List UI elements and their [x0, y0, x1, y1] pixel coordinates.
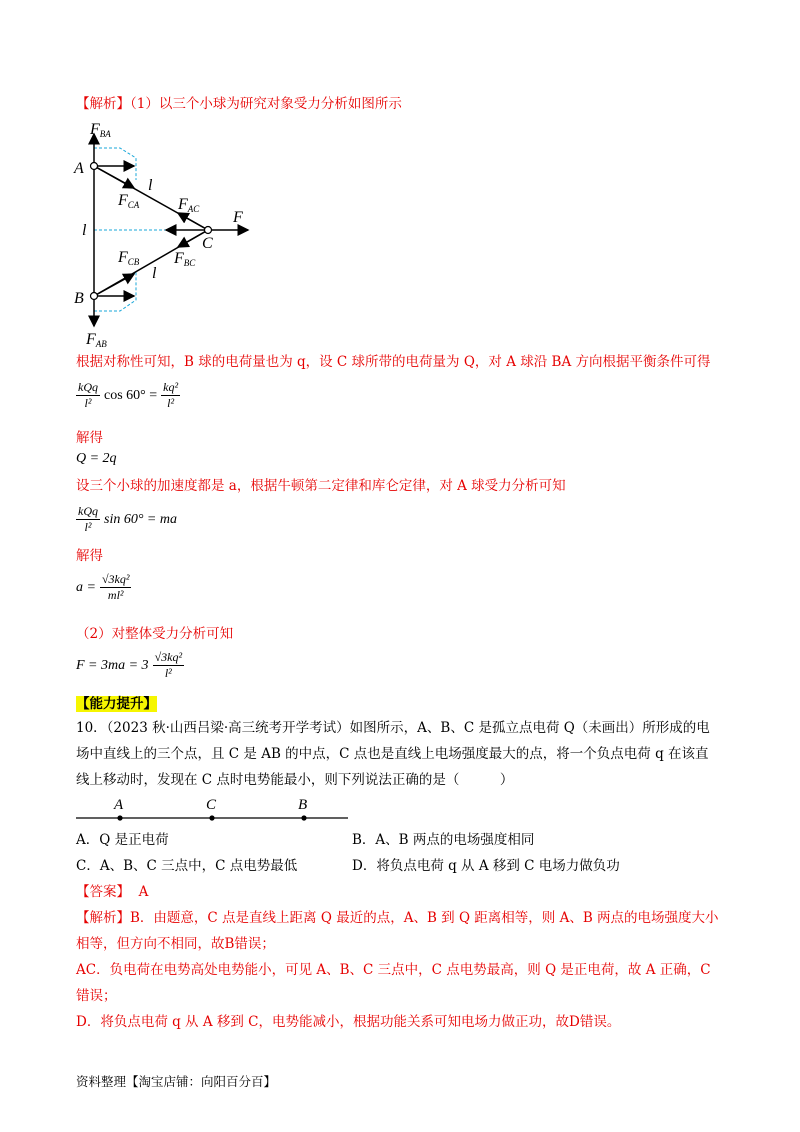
jiede-1: 解得 [76, 430, 103, 446]
label-C: C [202, 235, 213, 252]
analysis-tag: 【解析】 [76, 96, 130, 112]
point-C-label: C [206, 797, 217, 813]
q10-analysis-tag: 【解析】 [76, 910, 130, 926]
label-F-CA: FCA [118, 192, 140, 210]
label-l-mid: l [82, 222, 87, 239]
eq4-num: √3kq² [101, 572, 130, 586]
option-b: B．A、B 两点的电场强度相同 [352, 832, 535, 848]
label-F-BA: FBA [90, 121, 111, 139]
eq1-num: kQq [78, 380, 98, 394]
para-symmetry: 根据对称性可知，B 球的电荷量也为 q，设 C 球所带的电荷量为 Q，对 A 球沿 BA 方向根据平衡条件可得 [76, 354, 711, 370]
eq4-den: ml² [107, 588, 124, 602]
eq3-den: l² [84, 520, 92, 534]
q10-stem-line2: 场中直线上的三个点，且 C 是 AB 的中点，C 点也是直线上电场强度最大的点，将一个负点电荷 q 在该直 [76, 746, 709, 762]
eq1-den: l² [84, 396, 92, 410]
part-2: （2）对整体受力分析可知 [76, 626, 234, 642]
q10-stem-line1: 10．（2023 秋·山西吕梁·高三统考开学考试）如图所示，A、B、C 是孤立点电荷 Q（未画出）所形成的电 [76, 720, 710, 736]
analysis-line2: 相等，但方向不相同，故B错误； [76, 936, 275, 952]
option-c: C．A、B、C 三点中，C 点电势最低 [76, 858, 298, 874]
eq1-den2: l² [167, 396, 175, 410]
q10-line-figure [74, 794, 354, 828]
analysis-line3: AC．负电荷在电势高处电势能小，可见 A、B、C 三点中，C 点电势最高，则 Q 是正电荷，故 A 正确，C [76, 962, 711, 978]
eq5-den: l² [164, 666, 172, 680]
label-F-CB: FCB [118, 249, 140, 267]
label-F-BC: FBC [174, 250, 196, 268]
eq3-rest: sin 60° = ma [104, 511, 177, 527]
eq4-lhs: a = [76, 579, 96, 595]
equation-1 [76, 380, 180, 411]
q10-stem-line3: 线上移动时，发现在 C 点时电势能最小，则下列说法正确的是（ ） [76, 772, 514, 788]
equation-5 [76, 650, 184, 681]
answer-value: A [138, 884, 149, 900]
equation-3 [76, 504, 177, 535]
label-l-top: l [148, 177, 153, 194]
ability-tag: 【能力提升】 [76, 696, 157, 712]
equation-2: Q = 2q [76, 451, 117, 466]
force-diagram [70, 118, 260, 353]
analysis-header [76, 94, 402, 114]
jiede-2: 解得 [76, 548, 103, 564]
point-B-label: B [298, 797, 308, 813]
eq3-num: kQq [78, 504, 98, 518]
analysis-line1: 【解析】B．由题意，C 点是直线上距离 Q 最近的点，A、B 到 Q 距离相等，则 A、B 两点的电场强度大小 [76, 910, 719, 926]
label-F-AC: FAC [178, 196, 200, 214]
para-accel: 设三个小球的加速度都是 a，根据牛顿第二定律和库仑定律，对 A 球受力分析可知 [76, 478, 566, 494]
point-A-label: A [114, 797, 124, 813]
label-B: B [74, 290, 84, 307]
eq5-lhs: F = 3ma = 3 [76, 657, 149, 673]
equation-4 [76, 572, 131, 603]
analysis-line5: D．将负点电荷 q 从 A 移到 C，电势能减小，根据功能关系可知电场力做正功，故D错误。 [76, 1014, 621, 1030]
label-F: F [233, 209, 243, 226]
option-a: A．Q 是正电荷 [76, 832, 169, 848]
label-l-bottom: l [152, 265, 157, 282]
analysis-line4: 错误； [76, 988, 117, 1004]
answer-line [76, 882, 148, 902]
footer-note: 资料整理【淘宝店铺：向阳百分百】 [76, 1074, 277, 1089]
label-A: A [74, 160, 84, 177]
answer-tag: 【答案】 [76, 884, 130, 900]
eq1-mid: cos 60° = [104, 387, 158, 403]
analysis-text: （1）以三个小球为研究对象受力分析如图所示 [130, 96, 402, 112]
option-d: D．将负点电荷 q 从 A 移到 C 电场力做负功 [352, 858, 620, 874]
eq1-num2: kq² [163, 380, 179, 394]
eq5-num: √3kq² [154, 650, 183, 664]
label-F-AB: FAB [86, 331, 107, 349]
